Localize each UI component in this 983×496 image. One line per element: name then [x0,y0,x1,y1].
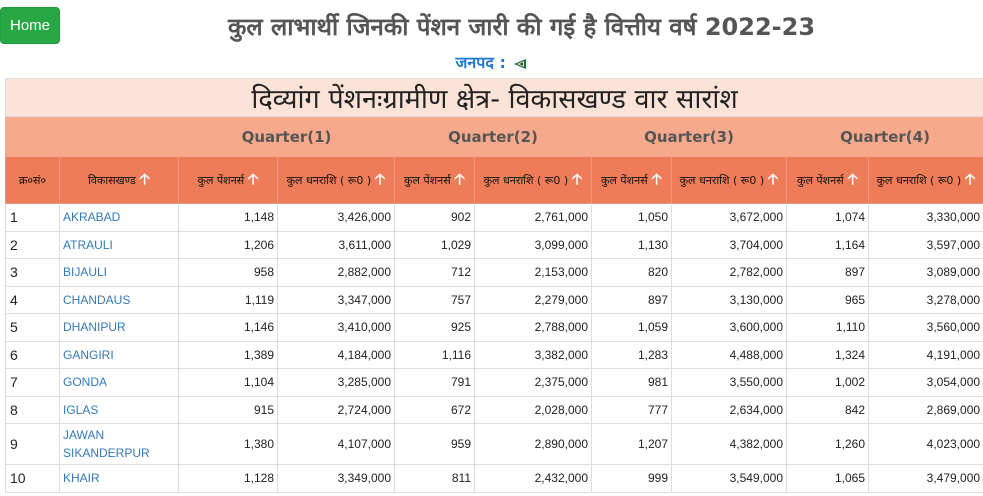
q3-pensioners-cell: 1,207 [592,424,672,465]
q1-pensioners-cell: 1,128 [179,465,278,493]
q4-pensioners-cell: 897 [787,259,869,287]
q1-amount-cell: 3,349,000 [278,465,395,493]
quarter-3-header: Quarter(3) [592,117,787,157]
q3-amount-cell: 3,672,000 [672,204,787,232]
q4-pensioners-cell: 1,110 [787,314,869,342]
col-q2-amount[interactable]: कुल धनराशि ( रू0 ) 🡡 [475,157,592,204]
q4-amount-cell: 3,054,000 [869,369,983,397]
q1-amount-cell: 3,611,000 [278,231,395,259]
block-link[interactable]: DHANIPUR [60,314,179,342]
sort-arrow-icon[interactable]: 🡡 [139,170,151,188]
col-q4-pensioners[interactable]: कुल पेंशनर्स 🡡 [787,157,869,204]
sno-cell: 5 [6,314,60,342]
q4-pensioners-cell: 965 [787,286,869,314]
q2-amount-cell: 3,099,000 [475,231,592,259]
q1-pensioners-cell: 1,146 [179,314,278,342]
table-row [6,286,983,314]
sno-cell: 9 [6,424,60,465]
q2-pensioners-cell: 902 [395,204,475,232]
page-title: कुल लाभार्थी जिनकी पेंशन जारी की गई है वित्तीय वर्ष 2022-23 [227,13,816,41]
q2-amount-cell: 3,382,000 [475,341,592,369]
q1-pensioners-cell: 915 [179,396,278,424]
q2-pensioners-cell: 1,116 [395,341,475,369]
q1-amount-cell: 4,107,000 [278,424,395,465]
table-row [6,369,983,397]
q1-pensioners-cell: 1,148 [179,204,278,232]
block-link[interactable]: GANGIRI [60,341,179,369]
q1-amount-cell: 3,410,000 [278,314,395,342]
q1-amount-cell: 4,184,000 [278,341,395,369]
q3-amount-cell: 2,634,000 [672,396,787,424]
q1-pensioners-cell: 1,206 [179,231,278,259]
table-row [6,204,983,232]
q1-pensioners-cell: 1,380 [179,424,278,465]
q4-pensioners-cell: 1,074 [787,204,869,232]
block-link[interactable]: JAWAN SIKANDERPUR [60,424,179,465]
sort-arrow-icon[interactable]: 🡡 [767,170,779,188]
flag-icon [513,58,527,70]
q3-pensioners-cell: 1,283 [592,341,672,369]
col-q1-pensioners[interactable]: कुल पेंशनर्स 🡡 [179,157,278,204]
q2-pensioners-cell: 1,029 [395,231,475,259]
sort-arrow-icon[interactable]: 🡡 [571,170,583,188]
q3-pensioners-cell: 897 [592,286,672,314]
q3-amount-cell: 4,382,000 [672,424,787,465]
sno-cell: 4 [6,286,60,314]
q4-amount-cell: 3,089,000 [869,259,983,287]
quarter-4-header: Quarter(4) [787,117,983,157]
sno-cell: 7 [6,369,60,397]
q1-pensioners-cell: 1,104 [179,369,278,397]
q3-amount-cell: 3,600,000 [672,314,787,342]
block-link[interactable]: ATRAULI [60,231,179,259]
q4-pensioners-cell: 1,324 [787,341,869,369]
block-link[interactable]: IGLAS [60,396,179,424]
q2-amount-cell: 2,153,000 [475,259,592,287]
q2-pensioners-cell: 959 [395,424,475,465]
sno-cell: 2 [6,231,60,259]
table-caption: दिव्यांग पेंशनःग्रामीण क्षेत्र- विकासखण्ड वार सारांश [6,79,983,117]
q2-pensioners-cell: 712 [395,259,475,287]
col-block[interactable]: विकासखण्ड 🡡 [60,157,179,204]
quarter-2-header: Quarter(2) [395,117,592,157]
q2-amount-cell: 2,375,000 [475,369,592,397]
q2-amount-cell: 2,432,000 [475,465,592,493]
col-q2-pensioners[interactable]: कुल पेंशनर्स 🡡 [395,157,475,204]
q3-amount-cell: 2,782,000 [672,259,787,287]
col-q3-pensioners[interactable]: कुल पेंशनर्स 🡡 [592,157,672,204]
q4-amount-cell: 3,560,000 [869,314,983,342]
q3-amount-cell: 3,704,000 [672,231,787,259]
sno-cell: 10 [6,465,60,493]
q2-amount-cell: 2,890,000 [475,424,592,465]
q4-amount-cell: 2,869,000 [869,396,983,424]
q4-amount-cell: 3,278,000 [869,286,983,314]
q2-pensioners-cell: 925 [395,314,475,342]
q4-pensioners-cell: 1,260 [787,424,869,465]
q2-pensioners-cell: 811 [395,465,475,493]
q2-amount-cell: 2,028,000 [475,396,592,424]
q1-amount-cell: 3,347,000 [278,286,395,314]
block-link[interactable]: BIJAULI [60,259,179,287]
table-row [6,341,983,369]
q1-pensioners-cell: 958 [179,259,278,287]
q1-pensioners-cell: 1,119 [179,286,278,314]
col-q1-amount[interactable]: कुल धनराशि ( रू0 ) 🡡 [278,157,395,204]
q4-amount-cell: 3,330,000 [869,204,983,232]
q3-pensioners-cell: 820 [592,259,672,287]
q4-amount-cell: 3,479,000 [869,465,983,493]
q4-amount-cell: 3,597,000 [869,231,983,259]
q4-pensioners-cell: 1,164 [787,231,869,259]
table-row [6,424,983,465]
quarter-1-header: Quarter(1) [179,117,395,157]
q3-amount-cell: 4,488,000 [672,341,787,369]
sort-arrow-icon[interactable]: 🡡 [454,170,465,188]
block-link[interactable]: GONDA [60,369,179,397]
block-link[interactable]: AKRABAD [60,204,179,232]
q4-amount-cell: 4,191,000 [869,341,983,369]
q2-pensioners-cell: 757 [395,286,475,314]
q3-pensioners-cell: 999 [592,465,672,493]
col-sno: क्र०सं० [6,157,60,204]
quarter-header-row [6,117,983,157]
sort-arrow-icon[interactable]: 🡡 [964,170,976,188]
sort-arrow-icon[interactable]: 🡡 [247,170,259,188]
q4-amount-cell: 4,023,000 [869,424,983,465]
sort-arrow-icon[interactable]: 🡡 [651,170,662,188]
q3-pensioners-cell: 1,130 [592,231,672,259]
q3-pensioners-cell: 981 [592,369,672,397]
q4-pensioners-cell: 1,065 [787,465,869,493]
table-row [6,231,983,259]
table-body [6,204,983,493]
table-row [6,314,983,342]
block-link[interactable]: CHANDAUS [60,286,179,314]
q3-pensioners-cell: 1,050 [592,204,672,232]
col-q4-amount[interactable]: कुल धनराशि ( रू0 ) 🡡 [869,157,983,204]
q4-pensioners-cell: 842 [787,396,869,424]
block-link[interactable]: KHAIR [60,465,179,493]
sort-arrow-icon[interactable]: 🡡 [847,170,858,188]
q1-amount-cell: 2,882,000 [278,259,395,287]
table-row [6,396,983,424]
sort-arrow-icon[interactable]: 🡡 [374,170,386,188]
sno-cell: 1 [6,204,60,232]
q3-amount-cell: 3,550,000 [672,369,787,397]
table-row [6,259,983,287]
q2-amount-cell: 2,788,000 [475,314,592,342]
q1-pensioners-cell: 1,389 [179,341,278,369]
q4-pensioners-cell: 1,002 [787,369,869,397]
district-filter [0,51,983,73]
q3-amount-cell: 3,549,000 [672,465,787,493]
q2-amount-cell: 2,279,000 [475,286,592,314]
q1-amount-cell: 3,285,000 [278,369,395,397]
column-header-row [6,157,983,204]
district-label: जनपद : [455,53,506,72]
q3-pensioners-cell: 777 [592,396,672,424]
q1-amount-cell: 2,724,000 [278,396,395,424]
sno-cell: 8 [6,396,60,424]
home-button[interactable]: Home [0,7,60,44]
q3-amount-cell: 3,130,000 [672,286,787,314]
sno-cell: 6 [6,341,60,369]
q2-pensioners-cell: 791 [395,369,475,397]
table-row [6,465,983,493]
q2-pensioners-cell: 672 [395,396,475,424]
pension-summary-table [5,78,983,493]
sno-cell: 3 [6,259,60,287]
col-q3-amount[interactable]: कुल धनराशि ( रू0 ) 🡡 [672,157,787,204]
q2-amount-cell: 2,761,000 [475,204,592,232]
q1-amount-cell: 3,426,000 [278,204,395,232]
q3-pensioners-cell: 1,059 [592,314,672,342]
